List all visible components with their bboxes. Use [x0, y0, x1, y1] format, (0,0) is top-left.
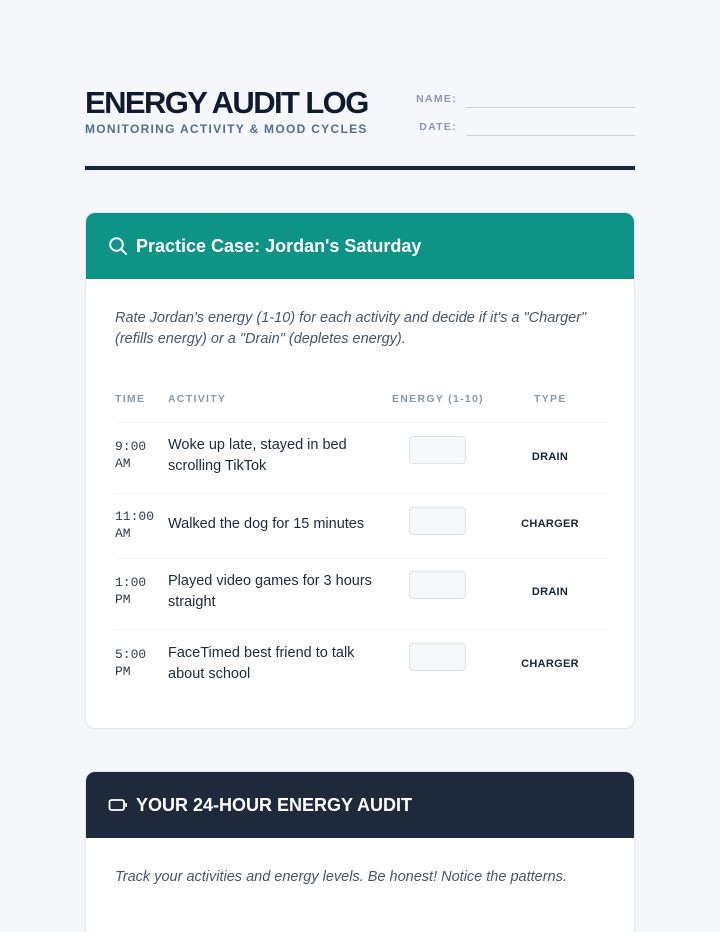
column-header-time: TIME [115, 393, 146, 405]
type-label: DRAIN [531, 451, 569, 463]
practice-heading: Practice Case: Jordan's Saturday [136, 235, 422, 256]
column-header-type: TYPE [534, 393, 567, 405]
energy-input[interactable] [409, 571, 466, 599]
energy-input[interactable] [409, 507, 466, 535]
name-field[interactable] [415, 92, 635, 110]
practice-card [85, 212, 635, 729]
type-label: CHARGER [521, 518, 579, 530]
row-divider [115, 422, 607, 423]
audit-card-header [86, 772, 634, 838]
row-time: 9:00 AM [115, 439, 147, 471]
name-label: NAME: [416, 93, 457, 105]
row-time: 5:00 PM [115, 647, 147, 679]
name-line[interactable] [466, 107, 635, 108]
battery-icon [108, 795, 128, 815]
row-time: 11:00 AM [115, 509, 155, 541]
date-line[interactable] [466, 135, 635, 136]
search-icon [108, 236, 128, 256]
energy-input[interactable] [409, 643, 466, 671]
column-header-energy: ENERGY (1-10) [392, 393, 484, 405]
column-header-activity: ACTIVITY [168, 393, 227, 405]
audit-instructions: Track your activities and energy levels. Be honest! Notice the patterns. [115, 869, 567, 885]
practice-instructions: Rate Jordan's energy (1-10) for each activity and decide if it's a "Charger" (refills energy) or a "Drain" (depletes energy). [115, 310, 587, 347]
page-title: ENERGY AUDIT LOG [85, 85, 368, 120]
practice-card-header [86, 213, 634, 279]
type-label: DRAIN [531, 586, 569, 598]
page-header [85, 86, 635, 170]
row-activity: Walked the dog for 15 minutes [168, 516, 365, 532]
type-label: CHARGER [521, 658, 579, 670]
row-activity: Woke up late, stayed in bed scrolling TikTok [168, 437, 347, 474]
row-time: 1:00 PM [115, 575, 147, 607]
page-subtitle: MONITORING ACTIVITY & MOOD CYCLES [85, 122, 368, 136]
audit-card [85, 771, 635, 932]
header-divider [85, 166, 635, 170]
row-divider [115, 493, 607, 494]
row-divider [115, 558, 607, 559]
date-field[interactable] [415, 120, 635, 138]
audit-heading: YOUR 24-HOUR ENERGY AUDIT [136, 794, 413, 815]
date-label: DATE: [419, 121, 457, 133]
row-activity: FaceTimed best friend to talk about school [168, 645, 355, 682]
row-divider [115, 629, 607, 630]
energy-input[interactable] [409, 436, 466, 464]
row-activity: Played video games for 3 hours straight [168, 573, 372, 610]
